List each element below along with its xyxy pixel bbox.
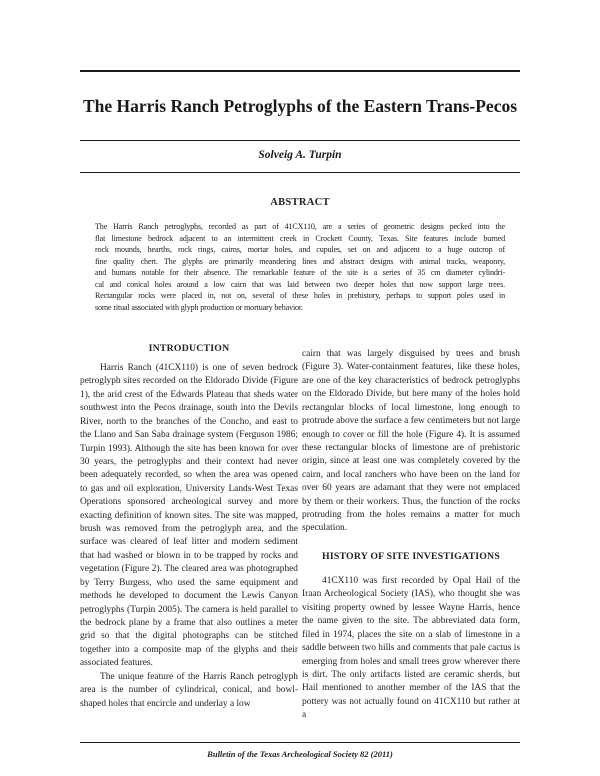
abstract-line: and humans notable for their absence. The remarkable feature of the site is a series of 35 cm diameter cylindri- xyxy=(95,268,505,277)
abstract-line: cal and conical holes around a low cairn that was laid between two deeper holes that now support large trees. xyxy=(95,279,505,289)
abstract-line: The Harris Ranch petroglyphs, recorded as part of 41CX110, are a series of geometric designs pecked into the xyxy=(95,222,505,231)
abstract-line: flat limestone bedrock adjacent to an intermittent creek in Crockett County, Texas. Site features include burned xyxy=(95,233,505,243)
paragraph: Harris Ranch (41CX110) is one of seven bedrock petroglyph sites recorded on the Eldorado Divide (Figure 1), the arid crest of the Edwards Plateau that sheds water southwest into the Pecos drainage, south into the Devils River, north to the branches of the Concho, and east to the Llano and San Saba drainage system (Ferguson 1986; Turpin 1993). Although the site has been known for over 30 years, the petroglyphs and their context had never been adequately recorded, so when the area was opened to gas and oil exploration, University Lands-West Texas Operations sponsored archeological survey and more exacting definition of known sites. The site was mapped, brush was removed from the petroglyph area, and the surface was cleared of leaf litter and modern sediment that had washed or blown in to be trapped by rocks and vegetation (Figure 2). The cleared area was photographed by Terry Burgess, who used the same equipment and methods he developed to document the Lewis Canyon petroglyphs (Turpin 2005). The camera is held parallel to the bedrock plane by a frame that also outlines a meter grid so that the digital photographs can be stitched together into a composite map of the glyphs and their associated features. xyxy=(80,363,298,669)
paragraph-continuation: cairn that was largely disguised by trees and brush (Figure 3). Water-containment features, like these holes, are one of the key characteristics of bedrock petroglyphs on the Eldorado Divide, but here many of the holes hold rectangular blocks of local limestone, long enough to protrude above the surface a few centimeters but not large enough to cover or fill the hole (Figure 4). It is assumed these rectangular blocks of limestone are of prehistoric origin, since at least one was completely covered by the cairn, and local ranchers who have been on the land for over 60 years are adamant that they were not emplaced by them or their workers. Thus, the function of the rocks protruding from the holes remains a matter for much speculation. xyxy=(302,349,520,534)
title-rule xyxy=(80,140,520,141)
abstract-heading: ABSTRACT xyxy=(270,197,330,208)
left-column xyxy=(80,362,298,711)
abstract-line: Rectangular rocks were placed in, not on, several of these holes in prehistory, perhaps to support poles used in xyxy=(95,291,505,300)
paragraph: The unique feature of the Harris Ranch petroglyph area is the number of cylindrical, conical, and bowl-shaped holes that encircle and underlay a low xyxy=(80,671,298,709)
top-rule xyxy=(80,70,520,72)
author-rule xyxy=(80,172,520,173)
abstract-line: rock mounds, hearths, rock rings, cairns, mortar holes, and cupules, set on and adjacent to a huge outcrop of xyxy=(95,245,505,254)
abstract-line: some ritual associated with glyph production or mortuary behavior. xyxy=(95,302,303,312)
article-title: The Harris Ranch Petroglyphs of the Eastern Trans-Pecos xyxy=(82,96,518,116)
right-column-bottom xyxy=(302,575,520,723)
introduction-heading: INTRODUCTION xyxy=(148,343,230,354)
abstract-line: fine quality chert. The glyphs are primarily meandering lines and abstract designs with animal tracks, weaponry, xyxy=(95,256,505,266)
right-column-top xyxy=(302,348,520,536)
journal-footer: Bulletin of the Texas Archeological Society 82 (2011) xyxy=(207,749,393,759)
footer-rule xyxy=(80,742,520,743)
author-name: Solveig A. Turpin xyxy=(258,149,342,161)
history-heading: HISTORY OF SITE INVESTIGATIONS xyxy=(322,551,500,562)
paragraph: 41CX110 was first recorded by Opal Hail of the Iraan Archeological Society (IAS), who thought she was visiting property owned by lessee Wayne Harris, hence the name given to the site. The abbreviated data form, filed in 1974, places the site on a slab of limestone in a saddle between two hills and comments that pale cactus is emerging from holes and small trees grow wherever there is dirt. The only artifacts listed are ceramic sherds, but Hail mentioned to another member of the IAS that the pottery was not actually found on 41CX110 but rather at a xyxy=(302,576,520,721)
